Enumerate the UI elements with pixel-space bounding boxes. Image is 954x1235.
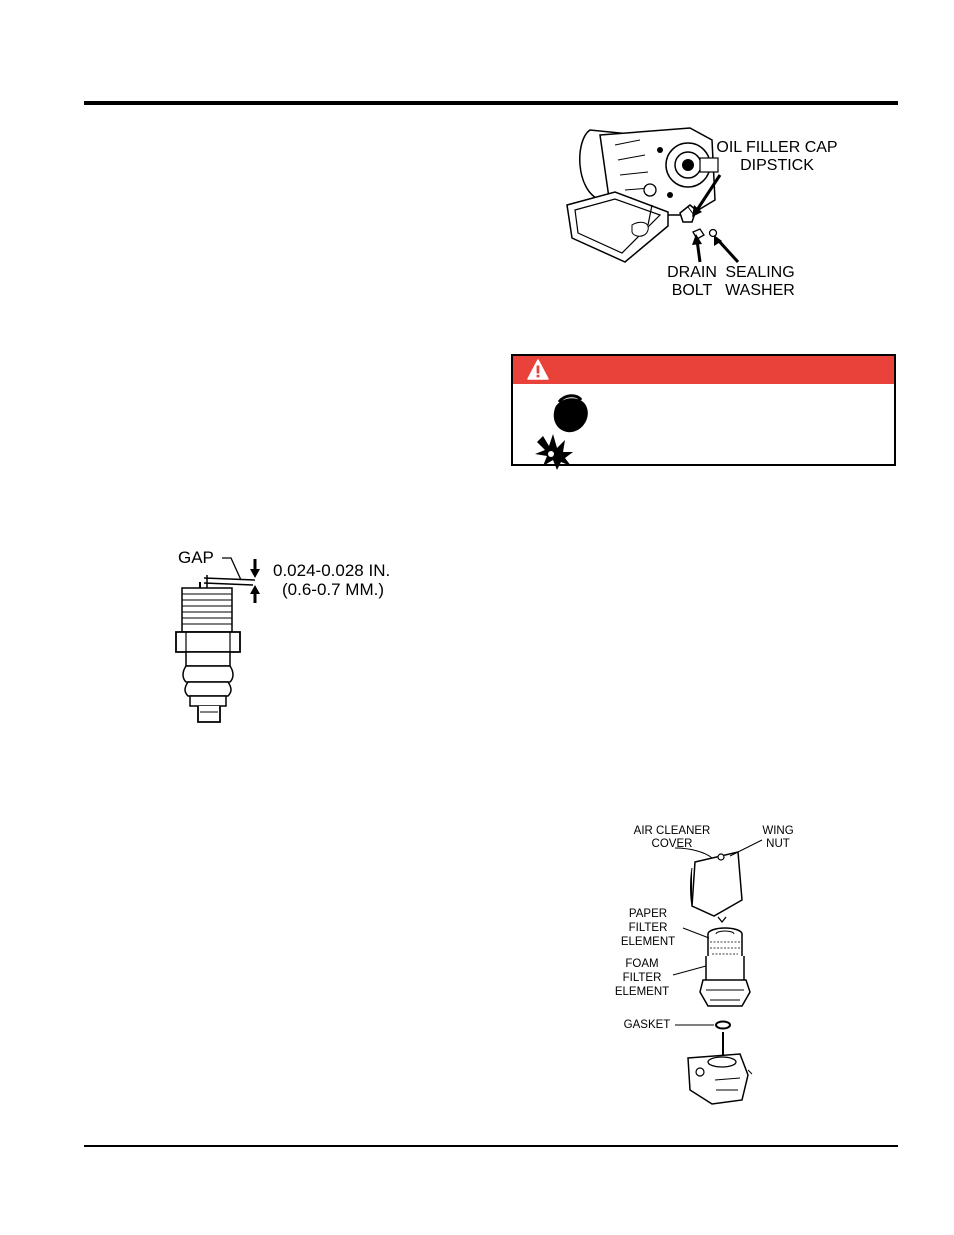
nut-label: NUT <box>766 838 790 850</box>
gap-inches-label: 0.024-0.028 IN. <box>273 561 391 580</box>
footer-rule <box>84 1145 898 1147</box>
foam-filter-label: FILTER <box>622 972 662 984</box>
gasket-label: GASKET <box>623 1019 671 1031</box>
cover-label: COVER <box>651 838 693 850</box>
bolt-label: BOLT <box>671 282 713 299</box>
oil-filler-cap-label: OIL FILLER CAP <box>716 139 838 156</box>
gap-label: GAP <box>178 548 214 567</box>
paper-element-label: ELEMENT <box>620 936 676 948</box>
gap-mm-label: (0.6-0.7 MM.) <box>282 580 385 599</box>
sealing-label: SEALING <box>725 264 795 281</box>
air-cleaner-label: AIR CLEANER <box>633 825 711 837</box>
wing-label: WING <box>762 825 794 837</box>
foam-label: FOAM <box>625 958 659 970</box>
paper-filter-label: FILTER <box>628 922 668 934</box>
foam-element-label: ELEMENT <box>614 986 670 998</box>
paper-label: PAPER <box>628 908 668 920</box>
dipstick-label: DIPSTICK <box>740 157 814 174</box>
washer-label: WASHER <box>725 282 795 299</box>
drain-label: DRAIN <box>667 264 717 281</box>
